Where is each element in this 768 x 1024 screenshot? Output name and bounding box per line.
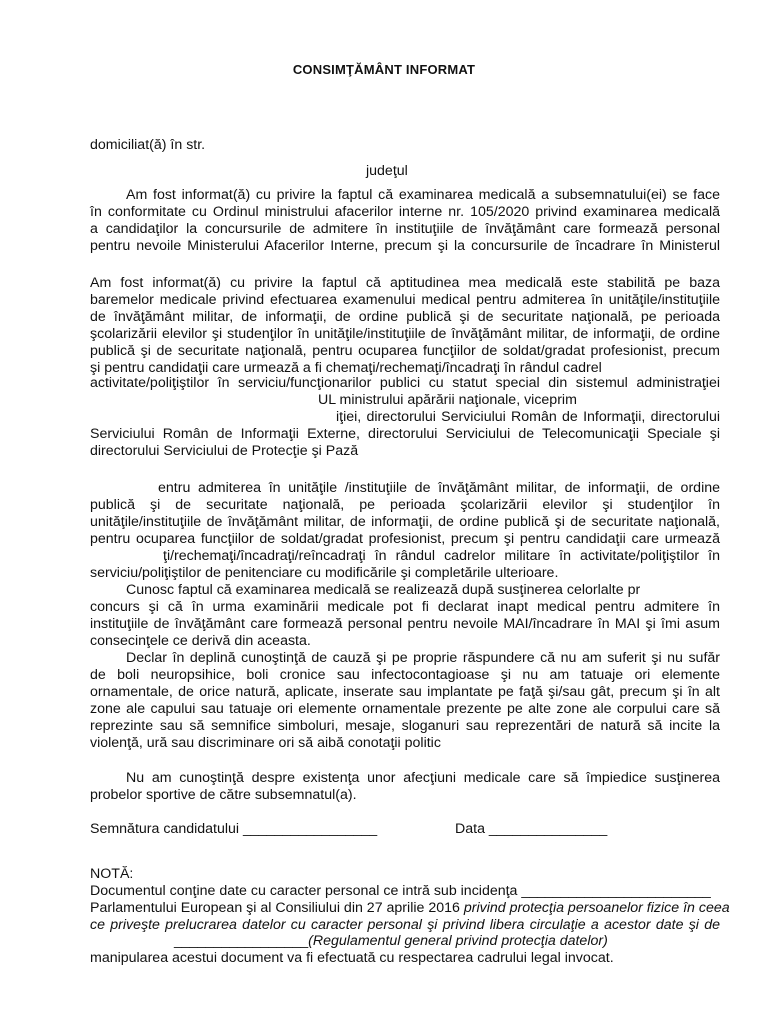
text-line: Am fost informat(ă) cu privire la faptul că examinarea medicală a subsemnatului(ei) se face: [126, 187, 720, 203]
text-line: în conformitate cu Ordinul ministrului afacerilor interne nr. 105/2020 privind examinarea medicală: [90, 204, 720, 220]
text-line: [90, 900, 730, 917]
text-line: concurs şi că în urma examinării medicale pot fi declarat inapt medical pentru admitere în: [90, 599, 720, 615]
text-line: activitate/poliţiştilor în serviciu/funcţionarilor publici cu statut special din sistemul administraţiei: [90, 375, 720, 391]
text-line: Nu am cunoştinţă despre existenţa unor afecţiuni medicale care să împiedice susţinerea: [126, 770, 720, 786]
text-line: domiciliat(ă) în str.: [90, 137, 206, 153]
text-line: serviciu/poliţiştilor de penitenciare cu modificările şi completările ulterioare.: [90, 565, 559, 581]
text-line: entru admiterea în unităţile /instituţiile de învăţământ militar, de informaţii, de ordine: [158, 480, 720, 496]
text-line: UL ministrului apărării naţionale, viceprim: [318, 392, 577, 408]
text-line: pentru nevoile Ministerului Afacerilor Interne, precum şi la concursurile de încadrare în Ministerul: [90, 238, 720, 254]
text-line: Serviciului Român de Informaţii Externe, directorului Serviciului de Telecomunicaţii Speciale şi: [90, 426, 720, 442]
text-segment: _________________: [174, 933, 309, 949]
text-line: violenţă, ură sau discriminare ori să aibă conotaţii politic: [90, 735, 441, 751]
text-line: Documentul conţine date cu caracter personal ce intră sub incidenţa ________________________: [90, 883, 711, 899]
text-line: [174, 933, 608, 950]
text-line: publică şi de securitate naţională, pentru ocuparea funcţiilor de soldat/gradat profesionist, precum: [90, 343, 720, 359]
text-line: pentru ocuparea funcţiilor de soldat/gradat profesionist, precum şi pentru candidaţii care urmează: [90, 531, 720, 547]
text-segment: (Regulamentul general privind protecţia datelor): [308, 933, 608, 949]
note-heading: NOTĂ:: [90, 866, 134, 882]
text-segment: privind protecţia persoanelor fizice în ceea: [463, 900, 730, 916]
text-line: ornamentale, de orice natură, aplicate, inserate sau implantate pe faţă şi/sau gât, precum şi în alt: [90, 684, 720, 700]
text-line: iţiei, directorului Serviciului Român de Informaţii, directorului: [336, 409, 720, 425]
signature-line: Semnătura candidatului _________________: [90, 821, 378, 837]
text-line: consecinţele ce derivă din aceasta.: [90, 633, 311, 649]
text-line: ţi/rechemaţi/încadraţi/reîncadraţi în rândul cadrelor militare în activitate/poliţiştilor în: [163, 548, 720, 564]
text-line: a candidaţilor la concursurile de admitere în instituţiile de învăţământ care formează personal: [90, 221, 720, 237]
text-line: publică şi de securitate naţională, pe perioada şcolarizării elevilor şi studenţilor în: [90, 497, 720, 513]
text-line: directorului Serviciului de Protecţie şi Pază: [90, 443, 359, 459]
text-line: şcolarizării elevilor şi studenţilor în unităţile/instituţiile de învăţământ militar, de informaţii, de ordine: [90, 326, 720, 342]
text-line: Declar în deplină cunoştinţă de cauză şi pe proprie răspundere că nu am suferit şi nu sufăr: [126, 650, 720, 666]
text-line: de boli neuropsihice, boli cronice sau infectocontagioase şi nu am tatuaje ori elemente: [90, 667, 720, 683]
date-line: Data _______________: [455, 821, 608, 837]
text-line: Cunosc faptul că examinarea medicală se realizează după susţinerea celorlalte pr: [126, 582, 641, 598]
text-line: instituţiile de învăţământ care formează personal pentru nevoile MAI/încadrare în MAI şi îmi asum: [90, 616, 720, 632]
text-line: şi pentru candidaţii care urmează a fi chemaţi/rechemaţi/încadraţi în rândul cadrel: [90, 360, 602, 376]
text-line: baremelor medicale privind efectuarea examenului medical pentru admiterea în unităţile/instituţiile: [90, 292, 720, 308]
text-line: unităţile/instituţiile de învăţământ militar, de informaţii, de ordine publică şi de securitate naţională,: [90, 514, 720, 530]
text-line: judeţul: [366, 163, 408, 179]
text-segment: Parlamentului European şi al Consiliului din 27 aprilie 2016: [90, 900, 460, 916]
text-line: probelor sportive de către subsemnatul(a).: [90, 787, 357, 803]
document-title: CONSIMŢĂMÂNT INFORMAT: [292, 62, 476, 77]
text-line: ce priveşte prelucrarea datelor cu caracter personal şi privind libera circulaţie a acestor date şi de: [90, 917, 720, 933]
text-line: zone ale capului sau tatuaje ori elemente ornamentale prezente pe alte zone ale corpului care să: [90, 701, 720, 717]
text-line: Am fost informat(ă) cu privire la faptul că aptitudinea mea medicală este stabilită pe baza: [90, 275, 720, 291]
text-line: manipularea acestui document va fi efectuată cu respectarea cadrului legal invocat.: [90, 950, 614, 966]
text-line: de învăţământ militar, de informaţii, de ordine publică şi de securitate naţională, pe perioada: [90, 309, 720, 325]
text-line: reprezinte sau să semnifice simboluri, mesaje, sloganuri sau reprezentări de natură să incite la: [90, 718, 720, 734]
